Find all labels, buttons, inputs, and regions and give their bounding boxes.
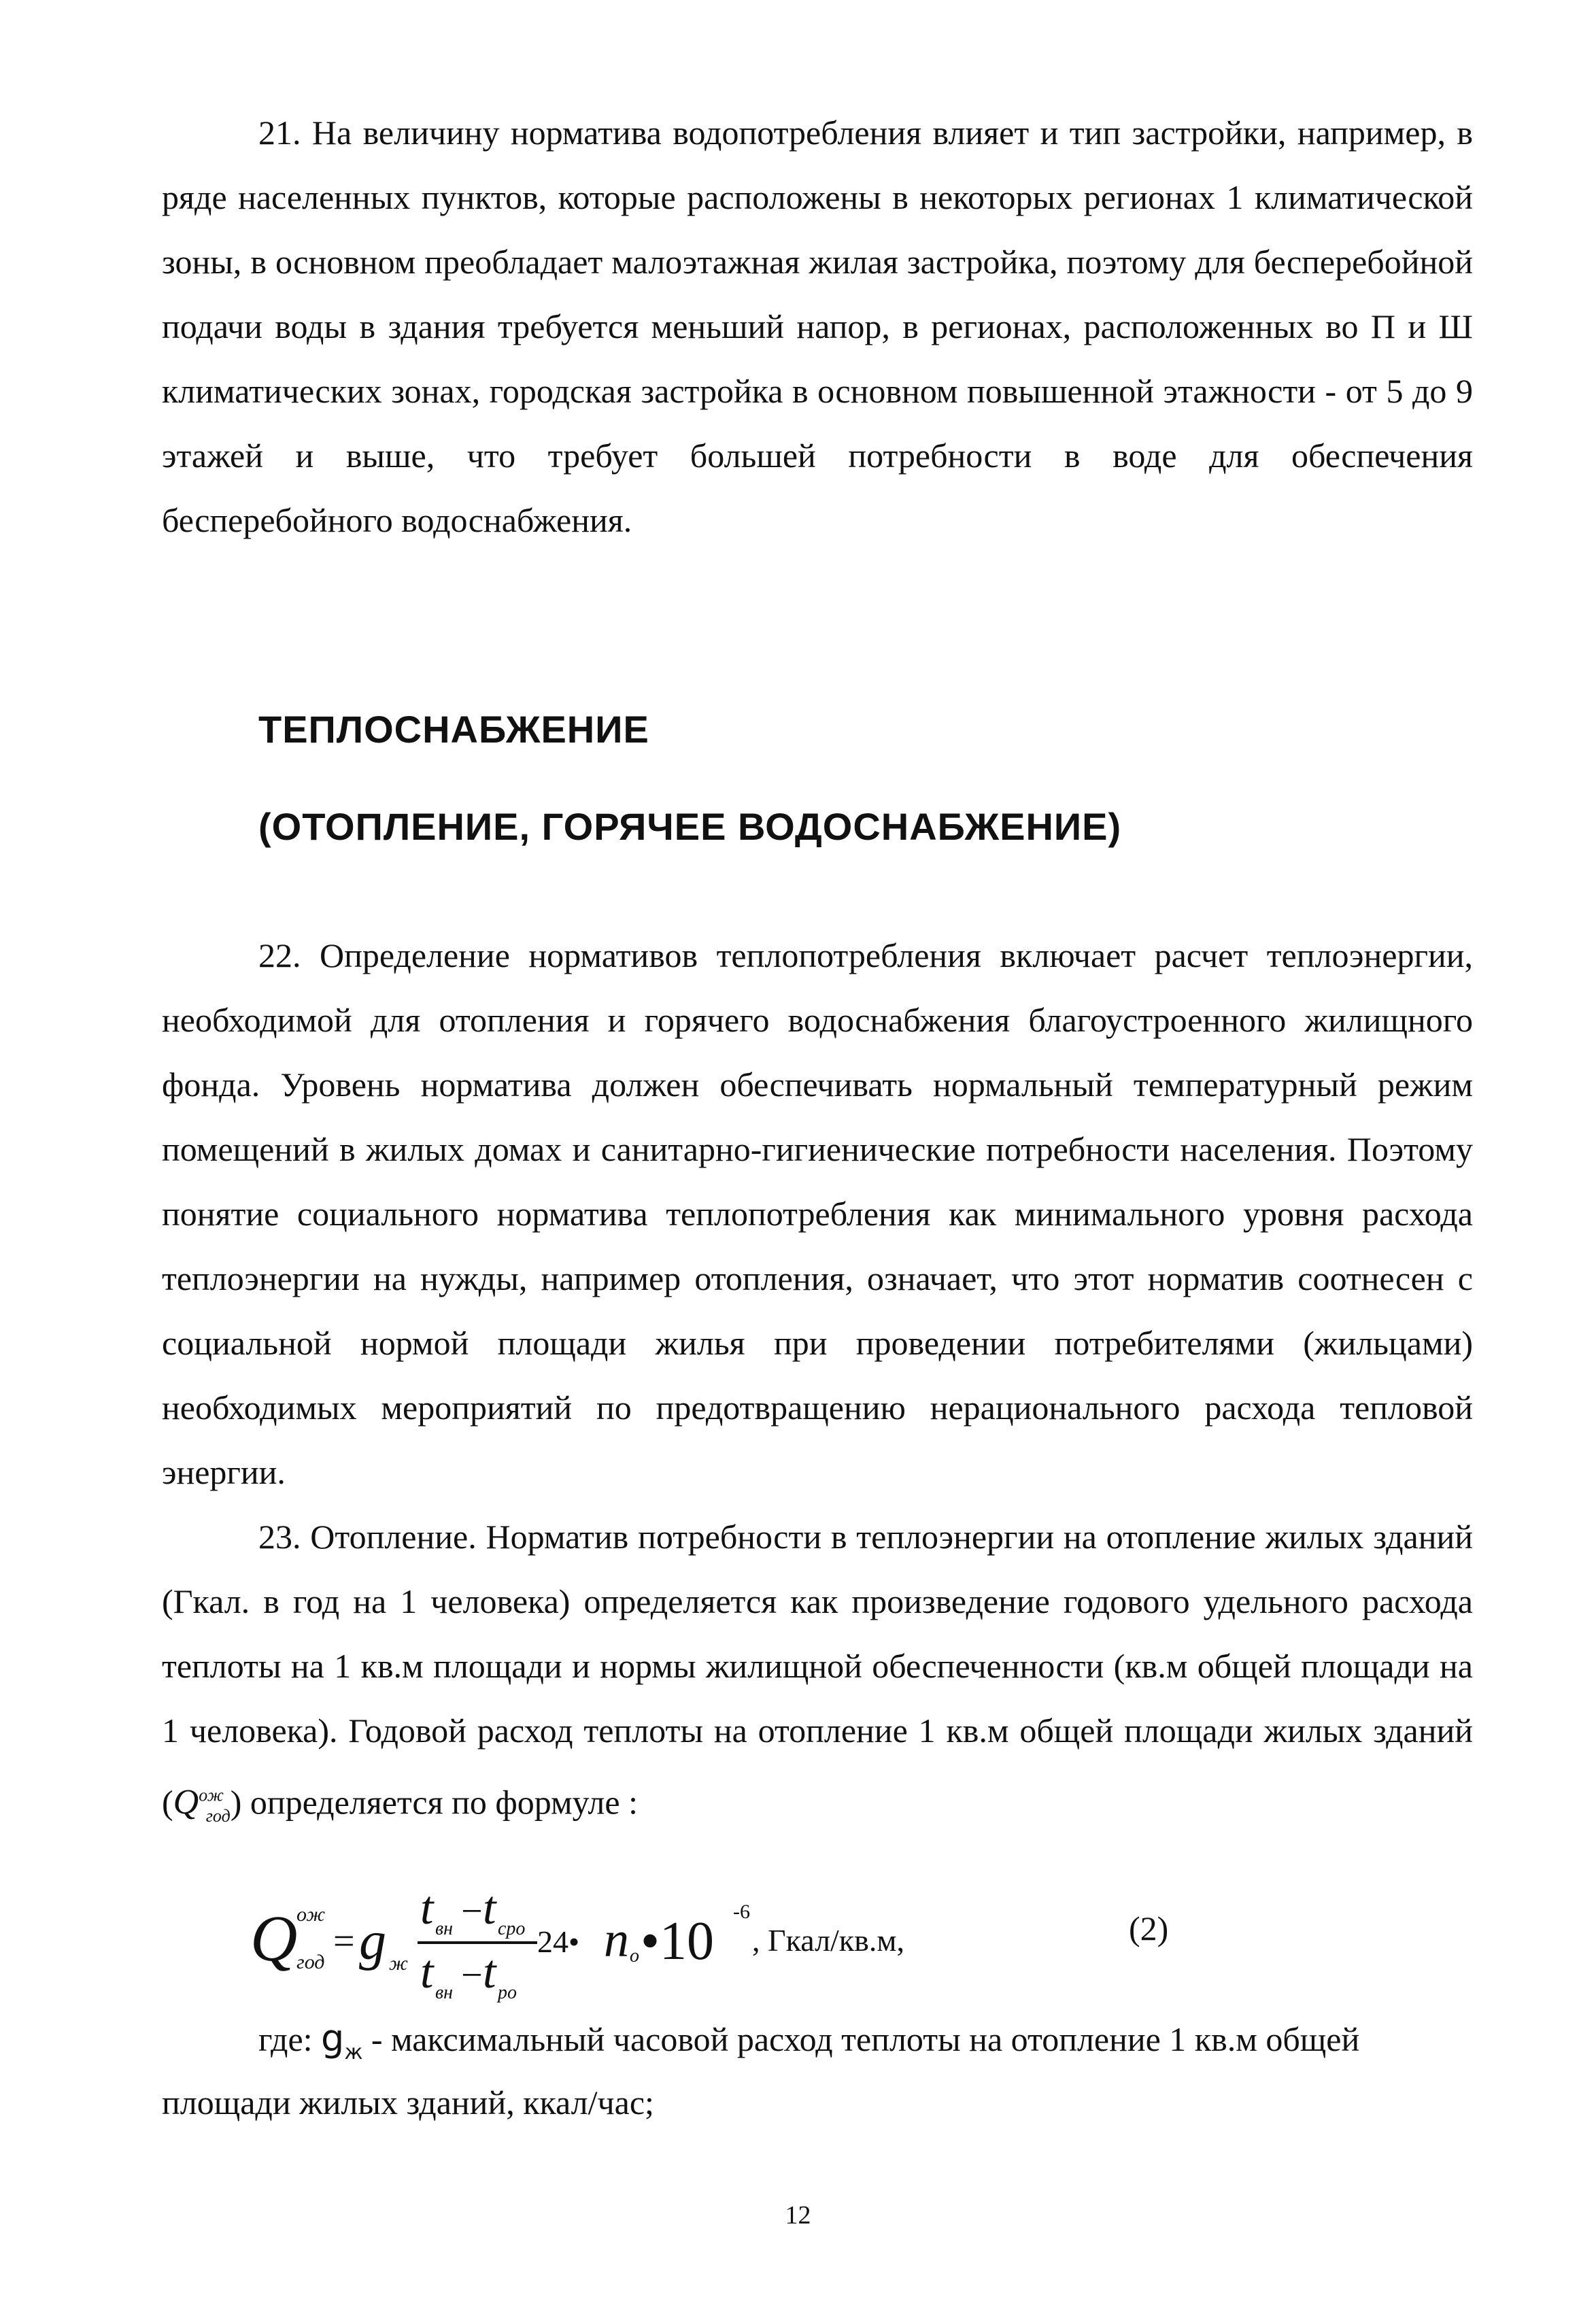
paragraph-23-tail: ) определяется по формуле : — [230, 1783, 638, 1822]
formula-num-t1: t — [420, 1882, 434, 1934]
formula-den-t1: t — [420, 1946, 434, 1998]
formula-eq: = — [333, 1920, 355, 1962]
inline-q-symbol: $Q^{ож}_{год}$ — [173, 1783, 231, 1826]
section-heading-line1: ТЕПЛОСНАБЖЕНИЕ — [258, 708, 649, 751]
formula-lhs: Q — [250, 1902, 298, 1975]
formula-units: , Гкал/кв.м, — [752, 1923, 904, 1958]
paragraph-23 — [162, 1505, 1473, 1848]
formula-g-sub: ж — [389, 1952, 408, 1975]
where-g-symbol: $g_ж$ — [321, 2017, 363, 2064]
formula-mult: •10 — [641, 1911, 715, 1971]
formula-svg — [245, 1867, 1473, 2002]
paragraph-21: 21. На величину норматива водопотребления влияет и тип застройки, например, в ряде населенных пунктов, которые расположены в некоторых регионах 1 климатической зоны, в основном преобладает малоэтажная жилая застройка, поэтому для бесперебойной подачи воды в здания требуется меньший напор, в регионах, расположенных во П и Ш климатических зонах, городская застройка в основном повышенной этажности - от 5 до 9 этажей и выше, что требует большей потребности в воде для обеспечения бесперебойного водоснабжения. — [162, 114, 1473, 539]
where-continuation: площади жилых зданий, ккал/час; — [162, 2083, 654, 2121]
formula-number: (2) — [1129, 1909, 1169, 1947]
where-line: где: $g_ж$ - максимальный часовой расход теплоты на отопление 1 кв.м общей — [258, 2017, 1360, 2064]
section-heading-line2: (ОТОПЛЕНИЕ, ГОРЯЧЕЕ ВОДОСНАБЖЕНИЕ) — [258, 805, 1122, 848]
formula-den-t2-sub: ро — [498, 1982, 517, 2002]
formula-factor: 24• — [537, 1924, 580, 1959]
paragraph-22: 22. Определение нормативов теплопотребления включает расчет теплоэнергии, необходимой для отопления и горячего водоснабжения благоустроенного жилищного фонда. Уровень норматива должен обеспечивать нормальный температурный режим помещений в жилых домах и санитарно-гигиенические потребности населения. Поэтому понятие социального норматива теплопотребления как минимального уровня расхода теплоэнергии на нужды, например отопления, означает, что этот норматив соотнесен с социальной нормой площади жилья при проведении потребителями (жильцами) необходимых мероприятий по предотвращению нерационального расхода тепловой энергии. — [162, 936, 1473, 1491]
formula-den-t2: t — [483, 1946, 496, 1998]
formula-num-t1-sub: вн — [435, 1918, 454, 1939]
formula-lhs-sup: ож — [296, 1903, 326, 1926]
formula-den-t1-sub: вн — [435, 1982, 454, 2002]
formula-n: n — [604, 1912, 629, 1968]
formula-n-sub: о — [630, 1945, 639, 1966]
page-number: 12 — [785, 2201, 811, 2230]
formula-den-minus: − — [461, 1954, 483, 1996]
formula-num-t2-sub: сро — [498, 1918, 526, 1939]
formula-lhs-sub: год — [296, 1951, 325, 1973]
formula-2 — [245, 1867, 1473, 2002]
formula-num-t2: t — [483, 1882, 496, 1934]
formula-exp: -6 — [733, 1901, 750, 1923]
formula-g: g — [359, 1911, 386, 1971]
formula-num-minus: − — [461, 1890, 483, 1932]
paragraph-23-text: 23. Отопление. Норматив потребности в теплоэнергии на отопление жилых зданий (Гкал. в год на 1 человека) определяется как произведение годового удельного расхода теплоты на 1 кв.м площади и нормы жилищной обеспеченности (кв.м общей площади на 1 человека). Годовой расход теплоты на отопление 1 кв.м общей площади жилых зданий ( — [162, 1518, 1473, 1822]
